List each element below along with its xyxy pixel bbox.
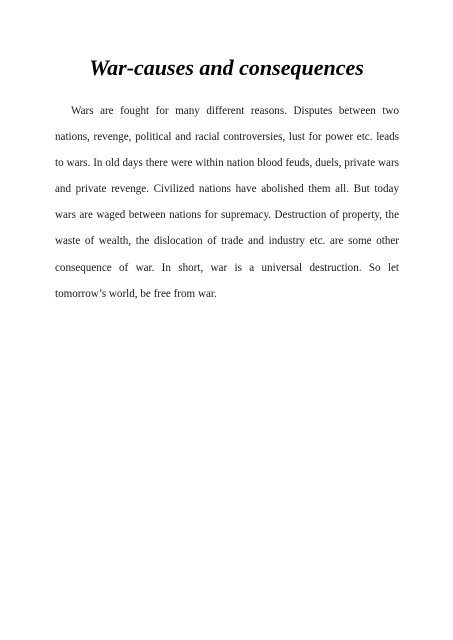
document-title: War-causes and consequences	[89, 55, 364, 80]
body-paragraph: Wars are fought for many different reasons. Disputes between two nations, revenge, political and racial controversies, lust for power etc. leads to wars. In old days there were within nation blood feuds, duels, private wars and private revenge. Civilized nations have abolished them all. But today wars are waged between nations for supremacy. Destruction of property, the waste of wealth, the dislocation of trade and industry etc. are some other consequence of war. In short, war is a universal destruction. So let tomorrow’s world, be free from war.	[55, 105, 399, 300]
